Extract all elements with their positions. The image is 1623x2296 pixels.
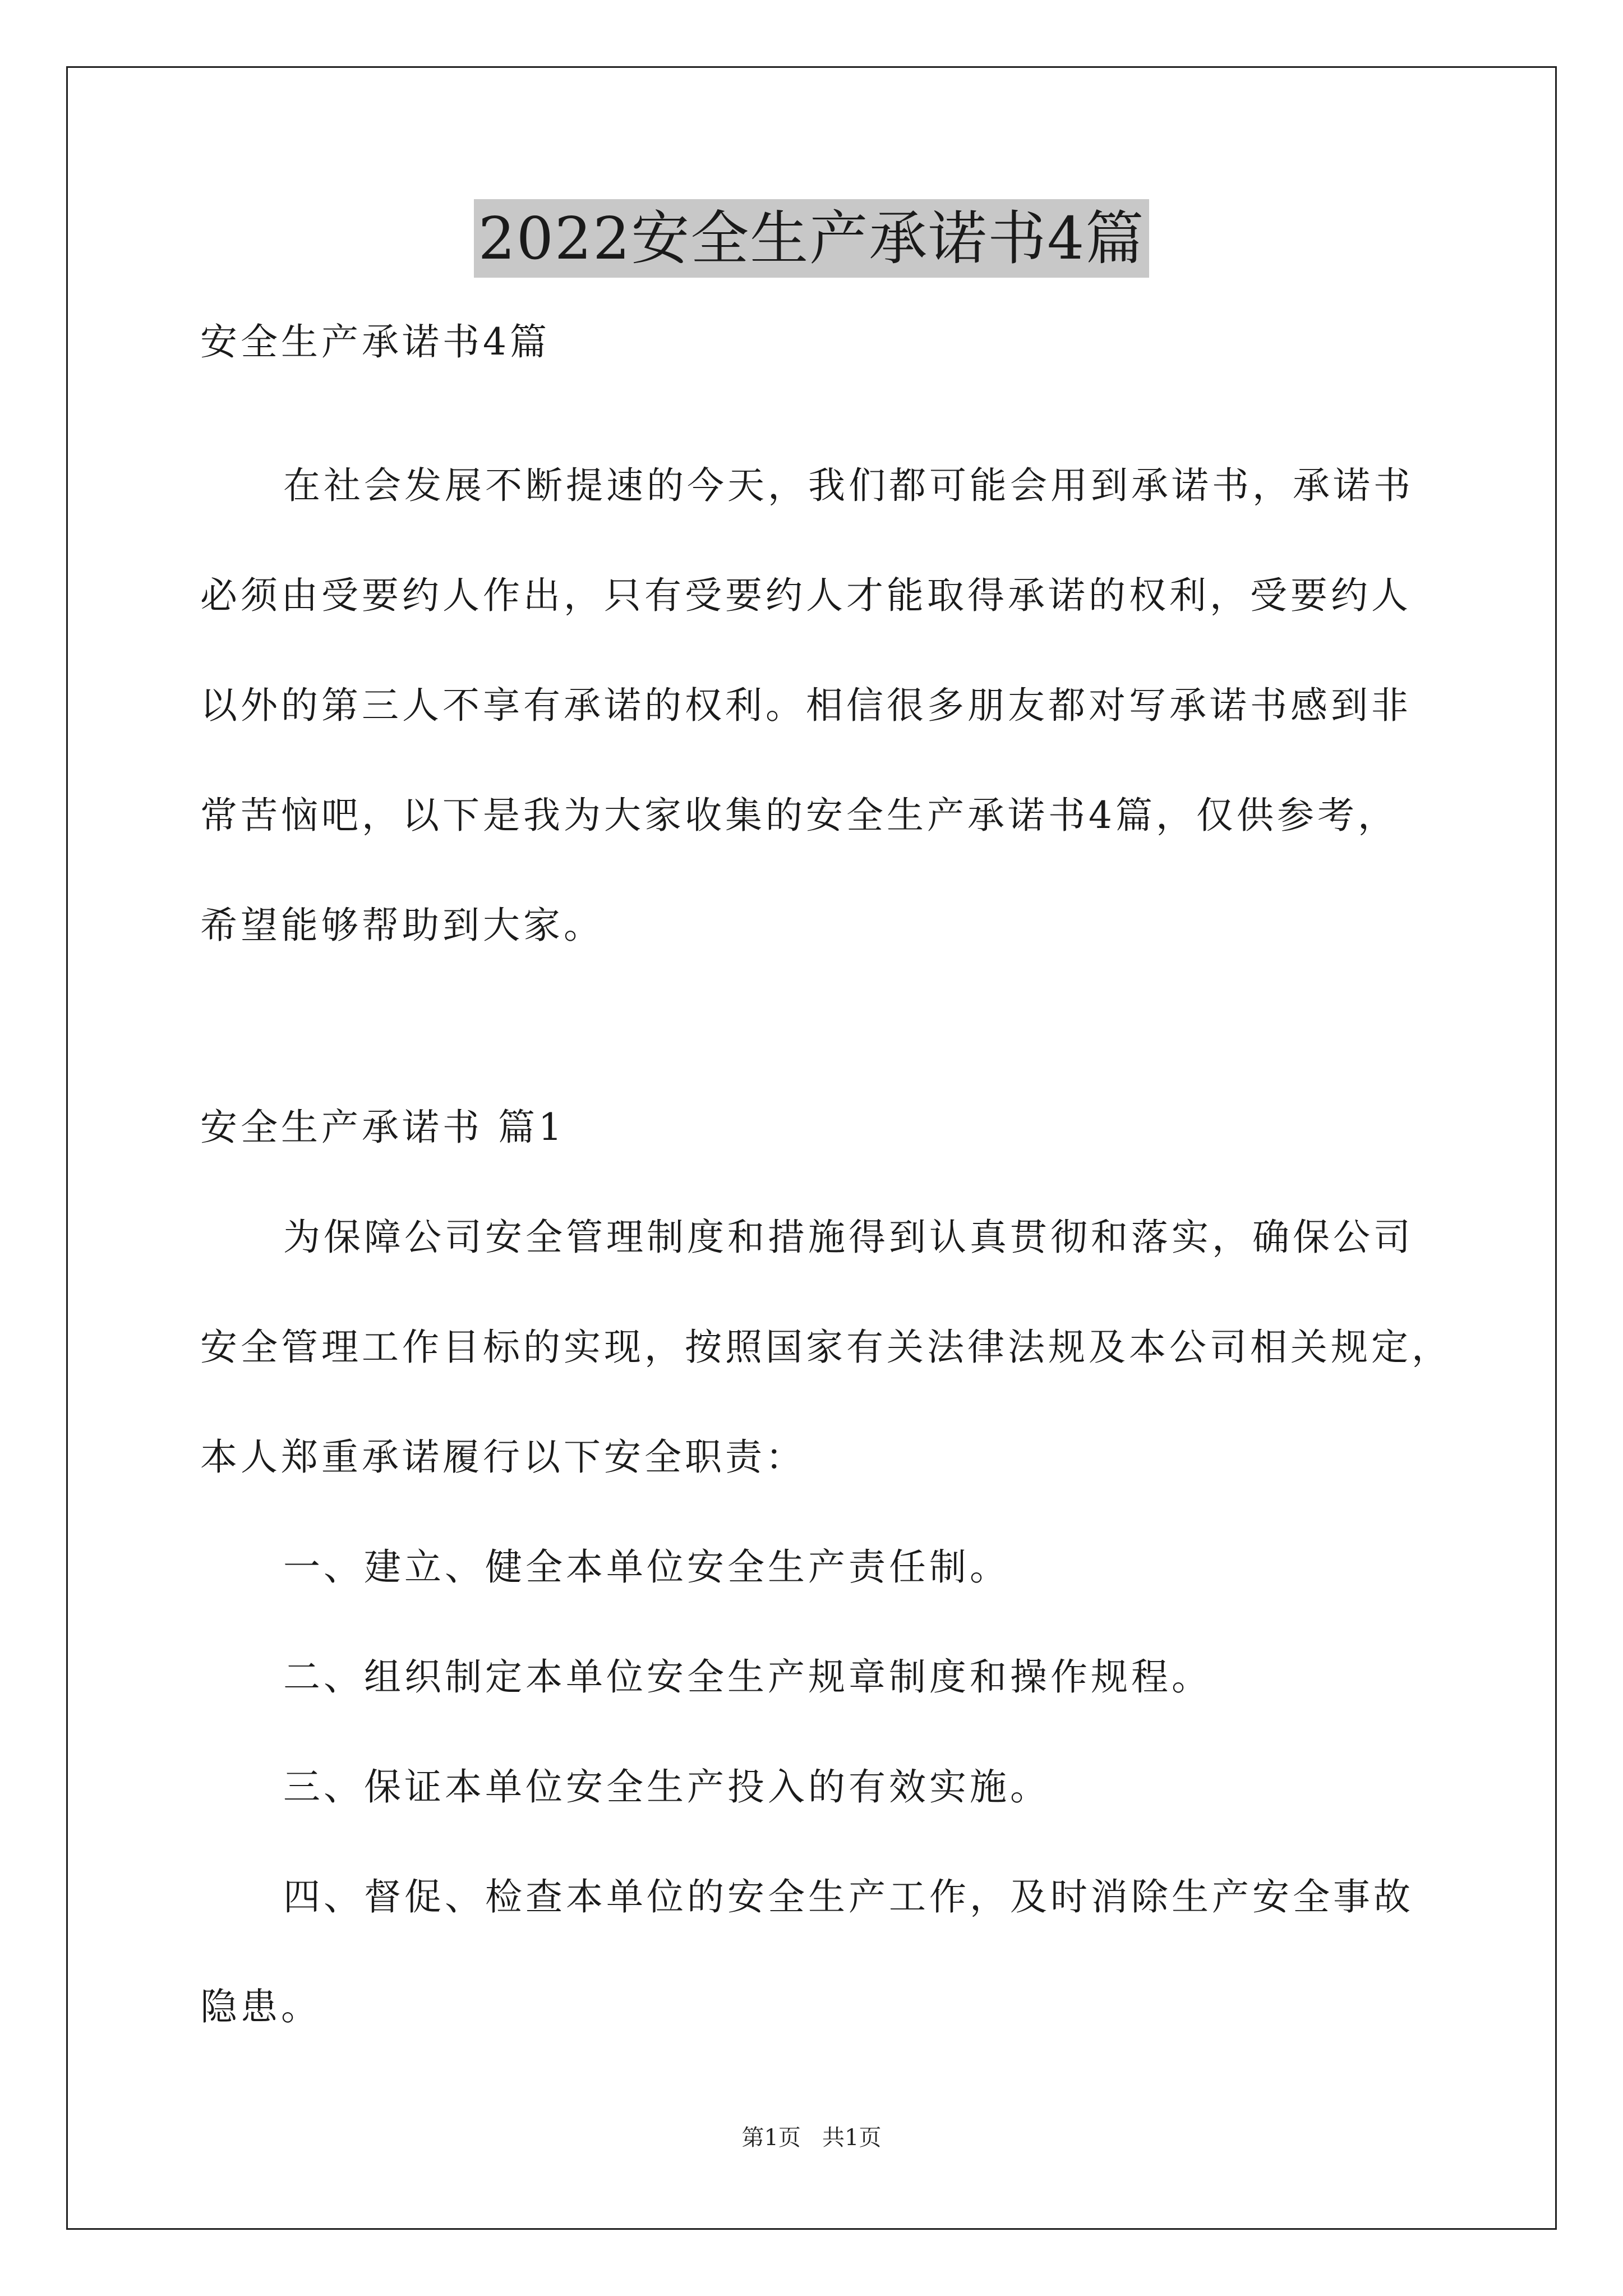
- intro-line: 在社会发展不断提速的今天，我们都可能会用到承诺书，承诺书: [283, 464, 1414, 507]
- duty-item: 三、保证本单位安全生产投入的有效实施。: [283, 1765, 1050, 1809]
- title-container: [0, 199, 1623, 278]
- section-heading: 安全生产承诺书 篇1: [200, 1106, 565, 1149]
- section-line: 安全管理工作目标的实现，按照国家有关法律法规及本公司相关规定，: [200, 1326, 1452, 1369]
- intro-line: 希望能够帮助到大家。: [200, 904, 604, 947]
- duty-item: 四、督促、检查本单位的安全生产工作，及时消除生产安全事故: [283, 1875, 1414, 1918]
- intro-line: 以外的第三人不享有承诺的权利。相信很多朋友都对写承诺书感到非: [200, 684, 1412, 727]
- section-line: 本人郑重承诺履行以下安全职责：: [200, 1435, 806, 1479]
- duty-item: 一、建立、健全本单位安全生产责任制。: [283, 1545, 1010, 1589]
- document-subtitle: 安全生产承诺书4篇: [200, 320, 550, 364]
- document-title: 2022安全生产承诺书4篇: [474, 199, 1150, 278]
- page-number: 第1页 共1页: [741, 2125, 882, 2151]
- duty-item-continuation: 隐患。: [200, 1985, 321, 2028]
- intro-line: 必须由受要约人作出，只有受要约人才能取得承诺的权利，受要约人: [200, 574, 1412, 617]
- duty-item: 二、组织制定本单位安全生产规章制度和操作规程。: [283, 1655, 1212, 1699]
- page-footer: [0, 2124, 1623, 2152]
- intro-line: 常苦恼吧，以下是我为大家收集的安全生产承诺书4篇，仅供参考，: [200, 794, 1398, 837]
- section-line: 为保障公司安全管理制度和措施得到认真贯彻和落实，确保公司: [283, 1216, 1414, 1259]
